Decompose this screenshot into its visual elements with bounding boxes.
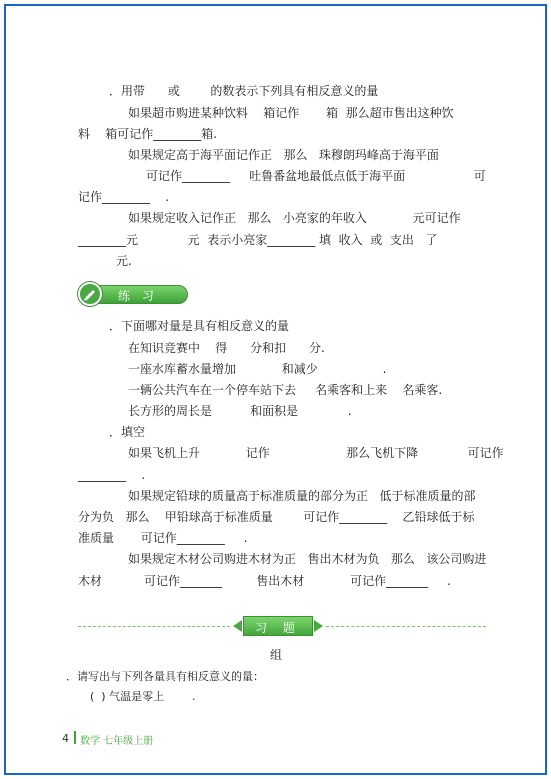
- book-title: 数学 七年级上册: [80, 736, 154, 747]
- question-1-part-3-cont: ________元 元 表示小亮家________ 填 收入 或 支出 了: [78, 233, 438, 247]
- question-1-part-3-cont2: 元.: [116, 254, 132, 268]
- group-label: 组: [270, 648, 283, 662]
- question-2-stem: ．下面哪对量是具有相反意义的量: [109, 319, 290, 333]
- question-1-part-3: 如果规定收入记作正 那么 小亮家的年收入 元可记作: [128, 211, 461, 225]
- question-3-part-3-cont: 木材 可记作_______ 售出木材 可记作_______ .: [78, 574, 451, 588]
- pencil-icon: [78, 282, 102, 306]
- question-3-stem: ．填空: [109, 425, 146, 439]
- question-1-part-1: 如果超市购进某种饮料 箱记作 箱 那么超市售出这种饮: [128, 106, 454, 120]
- question-1-part-1-cont: 料 箱可记作________箱.: [78, 127, 218, 141]
- practice-badge-label: 练 习: [118, 289, 158, 303]
- question-2-item-1: 在知识竞赛中 得 分和扣 分.: [128, 341, 325, 355]
- question-1-stem: ．用带 或 的数表示下列具有相反意义的量: [109, 84, 379, 98]
- question-1-part-2: 如果规定高于海平面记作正 那么 珠穆朗玛峰高于海平面: [128, 148, 439, 162]
- exercise-badge: [233, 615, 323, 637]
- practice-badge: [78, 282, 190, 306]
- question-1-part-2-cont: 可记作________ 吐鲁番盆地最低点低于海平面 可: [146, 169, 486, 183]
- exercise-1-part-1: ( ) 气温是零上 .: [90, 690, 196, 703]
- footer-divider: [74, 731, 76, 744]
- question-3-part-2: 如果规定铅球的质量高于标准质量的部分为正 低于标准质量的部: [128, 489, 476, 503]
- question-3-part-1: 如果飞机上升 记作 那么飞机下降 可记作: [128, 446, 504, 460]
- question-2-item-4: 长方形的周长是 和面积是 .: [128, 404, 352, 418]
- exercise-badge-label: 习 题: [255, 621, 301, 635]
- exercise-1-stem: ．请写出与下列各量具有相反意义的量：: [66, 670, 264, 683]
- divider-right: [326, 626, 486, 627]
- divider-left: [78, 626, 230, 627]
- question-3-part-1-cont: ________ .: [78, 468, 146, 482]
- page-number: 4: [62, 732, 69, 745]
- question-2-item-2: 一座水库蓄水量增加 和减少 .: [128, 362, 387, 376]
- question-2-item-3: 一辆公共汽车在一个停车站下去 名乘客和上来 名乘客.: [128, 383, 443, 397]
- question-1-part-2-cont2: 记作________ .: [78, 190, 170, 204]
- question-3-part-2-cont2: 准质量 可记作________ .: [78, 531, 248, 545]
- question-3-part-3: 如果规定木材公司购进木材为正 售出木材为负 那么 该公司购进: [128, 552, 487, 566]
- question-3-part-2-cont: 分为负 那么 甲铅球高于标准质量 可记作________ 乙铅球低于标: [78, 510, 475, 524]
